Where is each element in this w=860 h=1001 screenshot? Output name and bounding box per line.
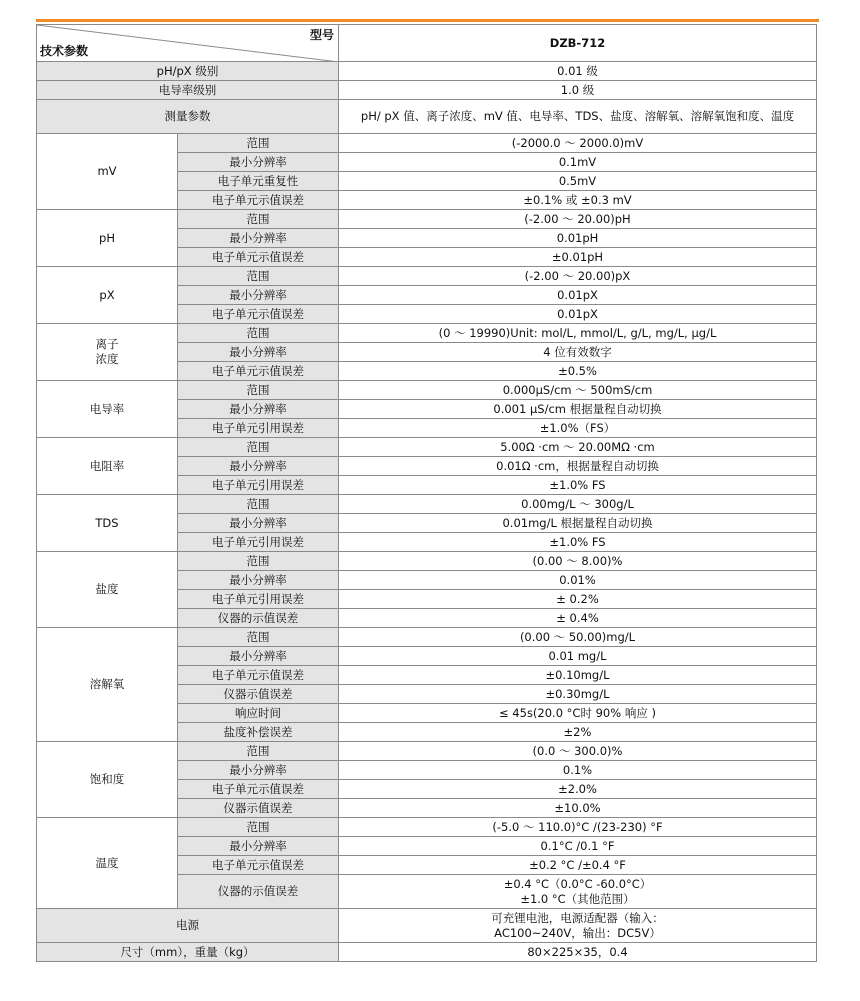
general-label: 电导率级别 xyxy=(37,81,339,100)
param-name: 最小分辨率 xyxy=(178,153,339,172)
param-name: 范围 xyxy=(178,742,339,761)
group-name: 离子 浓度 xyxy=(37,324,178,381)
param-name: 最小分辨率 xyxy=(178,400,339,419)
param-name: 电子单元引用误差 xyxy=(178,476,339,495)
param-value: ±0.10mg/L xyxy=(339,666,817,685)
footer-row xyxy=(37,943,817,962)
param-name: 范围 xyxy=(178,438,339,457)
param-name: 最小分辨率 xyxy=(178,286,339,305)
param-name: 最小分辨率 xyxy=(178,229,339,248)
param-name: 范围 xyxy=(178,134,339,153)
group-name: 溶解氧 xyxy=(37,628,178,742)
model-name: DZB-712 xyxy=(339,25,817,62)
group-name: pH xyxy=(37,210,178,267)
param-name: 最小分辨率 xyxy=(178,571,339,590)
param-value: ±0.2 °C /±0.4 °F xyxy=(339,856,817,875)
param-name: 最小分辨率 xyxy=(178,343,339,362)
param-name: 范围 xyxy=(178,818,339,837)
general-value: 0.01 级 xyxy=(339,62,817,81)
param-value: 0.01pH xyxy=(339,229,817,248)
param-name: 范围 xyxy=(178,552,339,571)
spec-row xyxy=(37,134,817,153)
spec-row xyxy=(37,438,817,457)
param-value: (0.00 ～ 8.00)% xyxy=(339,552,817,571)
param-name: 仪器的示值误差 xyxy=(178,609,339,628)
param-name: 响应时间 xyxy=(178,704,339,723)
group-name: pX xyxy=(37,267,178,324)
param-value: ±1.0% FS xyxy=(339,476,817,495)
param-name: 最小分辨率 xyxy=(178,647,339,666)
param-value: 0.01mg/L 根据量程自动切换 xyxy=(339,514,817,533)
param-value: 0.1% xyxy=(339,761,817,780)
spec-table xyxy=(36,24,817,962)
param-value: ± 0.2% xyxy=(339,590,817,609)
param-value: 0.01pX xyxy=(339,286,817,305)
spec-row xyxy=(37,818,817,837)
param-value: 0.01% xyxy=(339,571,817,590)
param-value: 0.01Ω ·cm，根据量程自动切换 xyxy=(339,457,817,476)
spec-row xyxy=(37,324,817,343)
param-name: 电子单元引用误差 xyxy=(178,590,339,609)
param-value: (-2.00 ～ 20.00)pX xyxy=(339,267,817,286)
header-param-label: 技术参数 xyxy=(40,44,89,58)
param-name: 电子单元示值误差 xyxy=(178,248,339,267)
param-value: ≤ 45s(20.0 °C时 90% 响应 ) xyxy=(339,704,817,723)
group-name: 饱和度 xyxy=(37,742,178,818)
param-name: 范围 xyxy=(178,324,339,343)
param-value: (-5.0 ～ 110.0)°C /(23-230) °F xyxy=(339,818,817,837)
group-name: TDS xyxy=(37,495,178,552)
param-name: 电子单元示值误差 xyxy=(178,305,339,324)
param-value: ±0.30mg/L xyxy=(339,685,817,704)
param-name: 电子单元示值误差 xyxy=(178,191,339,210)
param-value: 0.1mV xyxy=(339,153,817,172)
header-type-label: 型号 xyxy=(309,28,334,42)
general-value: pH/ pX 值、离子浓度、mV 值、电导率、TDS、盐度、溶解氧、溶解氧饱和度、温度 xyxy=(339,100,817,134)
param-name: 范围 xyxy=(178,267,339,286)
param-value: ±0.1% 或 ±0.3 mV xyxy=(339,191,817,210)
param-name: 仪器示值误差 xyxy=(178,799,339,818)
accent-bar xyxy=(36,19,819,22)
param-value: 0.00mg/L ～ 300g/L xyxy=(339,495,817,514)
param-name: 仪器示值误差 xyxy=(178,685,339,704)
param-name: 仪器的示值误差 xyxy=(178,875,339,909)
param-name: 电子单元示值误差 xyxy=(178,666,339,685)
param-value: 0.01 mg/L xyxy=(339,647,817,666)
param-name: 电子单元示值误差 xyxy=(178,780,339,799)
param-value: (0.0 ～ 300.0)% xyxy=(339,742,817,761)
param-value: ±0.5% xyxy=(339,362,817,381)
param-name: 范围 xyxy=(178,495,339,514)
param-value: ±2% xyxy=(339,723,817,742)
group-name: 温度 xyxy=(37,818,178,909)
group-name: 盐度 xyxy=(37,552,178,628)
param-name: 电子单元重复性 xyxy=(178,172,339,191)
param-value: 0.1°C /0.1 °F xyxy=(339,837,817,856)
spec-row xyxy=(37,628,817,647)
param-value: 0.5mV xyxy=(339,172,817,191)
param-name: 范围 xyxy=(178,381,339,400)
group-name: 电导率 xyxy=(37,381,178,438)
param-value: 0.01pX xyxy=(339,305,817,324)
param-value: ±10.0% xyxy=(339,799,817,818)
param-value: ± 0.4% xyxy=(339,609,817,628)
param-name: 最小分辨率 xyxy=(178,457,339,476)
general-label: pH/pX 级别 xyxy=(37,62,339,81)
spec-row xyxy=(37,267,817,286)
spec-row xyxy=(37,495,817,514)
param-name: 范围 xyxy=(178,210,339,229)
param-value: ±0.4 °C（0.0°C -60.0°C） ±1.0 °C（其他范围） xyxy=(339,875,817,909)
param-name: 最小分辨率 xyxy=(178,514,339,533)
spec-row xyxy=(37,552,817,571)
param-name: 最小分辨率 xyxy=(178,761,339,780)
param-value: ±1.0%（FS） xyxy=(339,419,817,438)
group-name: mV xyxy=(37,134,178,210)
param-name: 电子单元引用误差 xyxy=(178,533,339,552)
footer-value: 可充锂电池，电源适配器（输入： AC100~240V，输出：DC5V） xyxy=(339,909,817,943)
footer-label: 尺寸（mm），重量（kg） xyxy=(37,943,339,962)
header-diagonal-cell xyxy=(37,25,339,62)
param-name: 电子单元示值误差 xyxy=(178,362,339,381)
param-value: ±0.01pH xyxy=(339,248,817,267)
param-value: ±2.0% xyxy=(339,780,817,799)
param-value: (0.00 ～ 50.00)mg/L xyxy=(339,628,817,647)
param-value: 5.00Ω ·cm ～ 20.00MΩ ·cm xyxy=(339,438,817,457)
param-value: 4 位有效数字 xyxy=(339,343,817,362)
param-value: (-2.00 ～ 20.00)pH xyxy=(339,210,817,229)
param-name: 范围 xyxy=(178,628,339,647)
param-name: 电子单元引用误差 xyxy=(178,419,339,438)
param-name: 盐度补偿误差 xyxy=(178,723,339,742)
param-value: (-2000.0 ～ 2000.0)mV xyxy=(339,134,817,153)
footer-row xyxy=(37,909,817,943)
param-value: (0 ～ 19990)Unit: mol/L, mmol/L, g/L, mg/L, μg/L xyxy=(339,324,817,343)
footer-label: 电源 xyxy=(37,909,339,943)
spec-table-body xyxy=(37,25,817,962)
param-name: 电子单元示值误差 xyxy=(178,856,339,875)
param-value: ±1.0% FS xyxy=(339,533,817,552)
group-name: 电阻率 xyxy=(37,438,178,495)
general-value: 1.0 级 xyxy=(339,81,817,100)
param-value: 0.001 μS/cm 根据量程自动切换 xyxy=(339,400,817,419)
param-name: 最小分辨率 xyxy=(178,837,339,856)
spec-row xyxy=(37,381,817,400)
general-label: 测量参数 xyxy=(37,100,339,134)
param-value: 0.000μS/cm ～ 500mS/cm xyxy=(339,381,817,400)
spec-row xyxy=(37,210,817,229)
footer-value: 80×225×35，0.4 xyxy=(339,943,817,962)
spec-row xyxy=(37,742,817,761)
